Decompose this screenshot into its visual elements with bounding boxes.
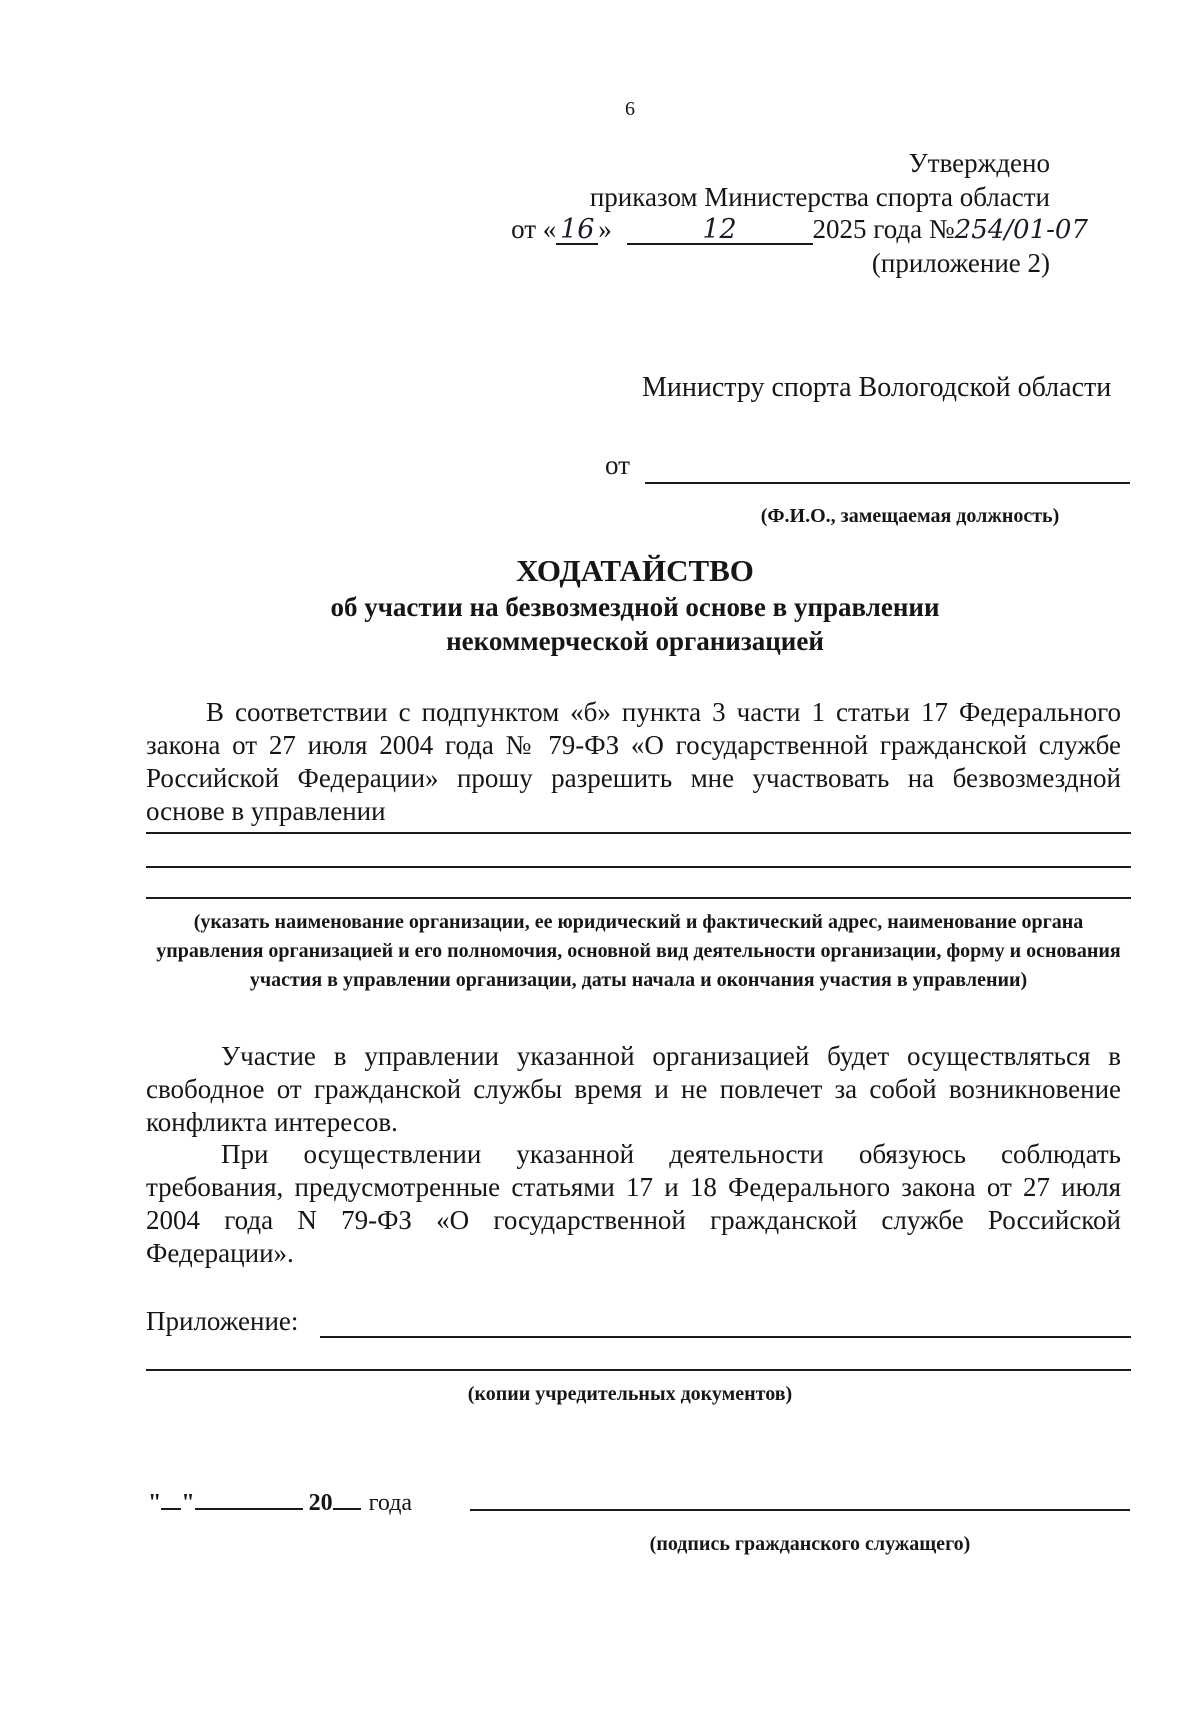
organization-fill-line-2[interactable] [146, 866, 1131, 868]
document-subtitle-2: некоммерческой организацией [446, 626, 824, 656]
approval-month: 12 [627, 213, 813, 245]
signature-date [148, 1486, 412, 1517]
signature-year-suffix: года [368, 1490, 413, 1516]
date-prefix: от « [511, 214, 557, 244]
from-label: от [605, 450, 630, 480]
document-title: ХОДАТАЙСТВО [516, 553, 754, 588]
date-quote-open: " [148, 1490, 162, 1516]
attachment-hint: (копии учредительных документов) [467, 1383, 793, 1405]
approval-date-line [511, 212, 1088, 247]
organization-fill-line-3[interactable] [146, 897, 1131, 899]
approval-year: 2025 года № [812, 214, 955, 244]
approval-appendix: (приложение 2) [871, 248, 1050, 278]
date-mid: » [598, 214, 612, 244]
signature-year-prefix: 20 [308, 1490, 333, 1516]
from-name-line[interactable] [645, 482, 1130, 484]
approval-heading: Утверждено [908, 148, 1050, 178]
body-paragraph-2: Участие в управлении указанной организацией будет осуществляться в свободное от гражданской службы время и не повлечет за собой возникновение конфликта интересов. [146, 1041, 1121, 1137]
approval-day: 16 [556, 213, 598, 245]
organization-fill-line-1[interactable] [146, 832, 1131, 834]
attachment-fill-line-2[interactable] [146, 1369, 1131, 1371]
attachment-label: Приложение: [146, 1306, 299, 1336]
signature-year-field[interactable] [333, 1486, 361, 1510]
from-hint: (Ф.И.О., замещаемая должность) [760, 505, 1060, 527]
page-number: 6 [625, 98, 635, 120]
body-paragraph-3: При осуществлении указанной деятельности обязуюсь соблюдать требования, предусмотренные статьями 17 и 18 Федерального закона от 27 июля 2004 года N 79-ФЗ «О государственной гражданской службе Российской Федерации». [146, 1139, 1121, 1268]
body-paragraph-1: В соответствии с подпунктом «б» пункта 3 части 1 статьи 17 Федерального закона от 27 июля 2004 года № 79-ФЗ «О государственной гражданской службе Российской Федерации» прошу разрешить мне участвовать на безвозмездной основе в управлении [146, 697, 1121, 826]
addressee: Министру спорта Вологодской области [642, 372, 1112, 403]
document-subtitle-1: об участии на безвозмездной основе в управлении [330, 592, 940, 622]
signature-hint: (подпись гражданского служащего) [649, 1533, 971, 1555]
signature-day-field[interactable] [161, 1486, 181, 1510]
approval-number: 254/01-07 [954, 215, 1088, 245]
date-quote-close: " [181, 1490, 195, 1516]
attachment-fill-line-1[interactable] [320, 1336, 1131, 1338]
organization-hint: (указать наименование организации, ее юридический и фактический адрес, наименование органа управления организацией и его полномочия, основной вид деятельности организации, форму и основания участия в управлении организации, даты начала и окончания участия в управлении) [156, 911, 1121, 991]
signature-month-field[interactable] [195, 1486, 303, 1510]
signature-line[interactable] [470, 1509, 1130, 1511]
approval-order: приказом Министерства спорта области [589, 182, 1050, 212]
